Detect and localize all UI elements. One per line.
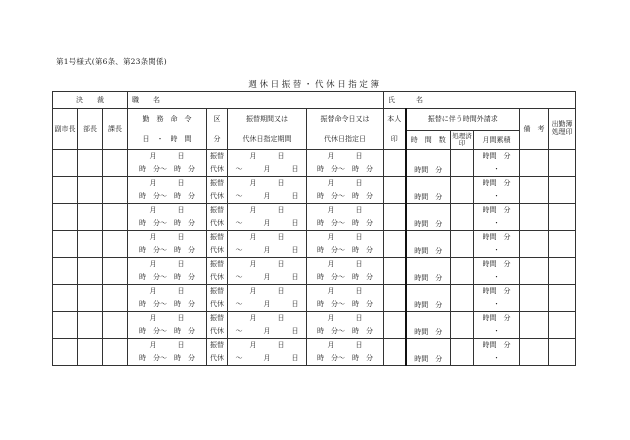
- ot-hours-text: 時間 分: [414, 193, 443, 201]
- approver-stamp-kacho[interactable]: [103, 339, 128, 366]
- ot-processed-stamp[interactable]: [451, 231, 474, 258]
- period-end-date: ～ 月 日: [228, 163, 307, 177]
- ot-hours-text: 時間 分: [414, 355, 443, 363]
- approver-stamp-kacho[interactable]: [103, 312, 128, 339]
- approver-stamp-bucho[interactable]: [78, 312, 103, 339]
- register-entry-row-bottom: [53, 325, 576, 339]
- order-date: 月 日: [307, 231, 384, 245]
- date-header-1: 振替命令日又は: [307, 109, 384, 131]
- approver-stamp-fukushicho[interactable]: [53, 285, 78, 312]
- order-time-range: 時 分～ 時 分: [307, 244, 384, 258]
- register-entry-row-top: [53, 231, 576, 245]
- period-end-date: ～ 月 日: [228, 352, 307, 366]
- remarks-header: 備 考: [520, 109, 549, 150]
- kubun-daikyu: 代休: [207, 271, 228, 285]
- kubun-furikae: 振替: [207, 258, 228, 272]
- attendance-stamp[interactable]: [549, 312, 576, 339]
- ot-processed-stamp[interactable]: [451, 204, 474, 231]
- period-end-date: ～ 月 日: [228, 244, 307, 258]
- period-start-date: 月 日: [228, 312, 307, 326]
- kinmu-date: 月 日: [128, 231, 207, 245]
- register-entry-row-top: [53, 258, 576, 272]
- approver-stamp-bucho[interactable]: [78, 285, 103, 312]
- attendance-stamp[interactable]: [549, 150, 576, 177]
- remarks-cell[interactable]: [520, 177, 549, 204]
- remarks-cell[interactable]: [520, 258, 549, 285]
- form-number: 第1号様式(第6条、第23条関係): [56, 57, 167, 66]
- ot-hours-text: 時間 分: [414, 301, 443, 309]
- monthly-total-dot: ・: [474, 298, 520, 312]
- remarks-cell[interactable]: [520, 285, 549, 312]
- honnin-stamp[interactable]: [384, 339, 406, 366]
- order-date: 月 日: [307, 204, 384, 218]
- approver-stamp-bucho[interactable]: [78, 231, 103, 258]
- register-entry-row-bottom: [53, 163, 576, 177]
- honnin-stamp[interactable]: [384, 312, 406, 339]
- monthly-total: 時間 分: [474, 150, 520, 164]
- period-start-date: 月 日: [228, 231, 307, 245]
- approver-kacho: 課長: [103, 109, 128, 150]
- approver-stamp-kacho[interactable]: [103, 204, 128, 231]
- period-start-date: 月 日: [228, 177, 307, 191]
- period-header-2: 代休日指定期間: [228, 131, 307, 150]
- approver-stamp-fukushicho[interactable]: [53, 258, 78, 285]
- order-date: 月 日: [307, 285, 384, 299]
- remarks-cell[interactable]: [520, 204, 549, 231]
- monthly-total-dot: ・: [474, 271, 520, 285]
- kinmu-time-range: 時 分～ 時 分: [128, 298, 207, 312]
- kubun-furikae: 振替: [207, 312, 228, 326]
- approver-fukushicho: 副市長: [53, 109, 78, 150]
- period-end-date: ～ 月 日: [228, 190, 307, 204]
- register-entry-row-bottom: [53, 244, 576, 258]
- ot-processed-stamp[interactable]: [451, 339, 474, 366]
- period-start-date: 月 日: [228, 204, 307, 218]
- monthly-total-dot: ・: [474, 190, 520, 204]
- period-header-1: 振替期間又は: [228, 109, 307, 131]
- order-time-range: 時 分～ 時 分: [307, 163, 384, 177]
- honnin-stamp[interactable]: [384, 177, 406, 204]
- approver-stamp-fukushicho[interactable]: [53, 204, 78, 231]
- kinmu-date: 月 日: [128, 312, 207, 326]
- monthly-total: 時間 分: [474, 339, 520, 353]
- monthly-total-dot: ・: [474, 163, 520, 177]
- kubun-furikae: 振替: [207, 150, 228, 164]
- ot-processed-stamp[interactable]: [451, 258, 474, 285]
- order-time-range: 時 分～ 時 分: [307, 325, 384, 339]
- ku-header-2: 分: [207, 131, 228, 150]
- ot-hours-cell[interactable]: [406, 177, 451, 204]
- honnin-stamp[interactable]: [384, 150, 406, 177]
- shimei-label: 氏 名: [384, 92, 576, 109]
- ot-hours-cell[interactable]: [406, 339, 451, 366]
- period-start-date: 月 日: [228, 339, 307, 353]
- ot-hours-cell[interactable]: [406, 231, 451, 258]
- period-end-date: ～ 月 日: [228, 217, 307, 231]
- register-entry-row-top: [53, 339, 576, 353]
- ot-processed-header: 処理済印: [451, 131, 474, 150]
- ku-header-1: 区: [207, 109, 228, 131]
- monthly-total-dot: ・: [474, 244, 520, 258]
- ot-hours-cell[interactable]: [406, 150, 451, 177]
- attendance-header: 出勤簿処理印: [549, 109, 576, 150]
- kinmu-header-1: 勤 務 命 令: [128, 109, 207, 131]
- kinmu-date: 月 日: [128, 177, 207, 191]
- kubun-furikae: 振替: [207, 204, 228, 218]
- register-entry-row-bottom: [53, 271, 576, 285]
- period-end-date: ～ 月 日: [228, 325, 307, 339]
- period-end-date: ～ 月 日: [228, 298, 307, 312]
- order-date: 月 日: [307, 312, 384, 326]
- register-entry-row-top: [53, 150, 576, 164]
- approver-stamp-fukushicho[interactable]: [53, 231, 78, 258]
- order-time-range: 時 分～ 時 分: [307, 190, 384, 204]
- approver-stamp-bucho[interactable]: [78, 150, 103, 177]
- approver-stamp-kacho[interactable]: [103, 150, 128, 177]
- ot-processed-stamp[interactable]: [451, 285, 474, 312]
- ot-hours-text: 時間 分: [414, 274, 443, 282]
- kubun-furikae: 振替: [207, 339, 228, 353]
- honnin-stamp[interactable]: [384, 204, 406, 231]
- kubun-furikae: 振替: [207, 231, 228, 245]
- monthly-total: 時間 分: [474, 204, 520, 218]
- order-time-range: 時 分～ 時 分: [307, 271, 384, 285]
- ot-hours-header: 時 間 数: [406, 131, 451, 150]
- honnin-stamp[interactable]: [384, 231, 406, 258]
- register-entry-row-bottom: [53, 217, 576, 231]
- order-date: 月 日: [307, 258, 384, 272]
- remarks-cell[interactable]: [520, 312, 549, 339]
- ot-monthly-header: 月間累積: [474, 131, 520, 150]
- ot-processed-stamp[interactable]: [451, 312, 474, 339]
- kinmu-time-range: 時 分～ 時 分: [128, 190, 207, 204]
- kubun-daikyu: 代休: [207, 163, 228, 177]
- kinmu-time-range: 時 分～ 時 分: [128, 244, 207, 258]
- approver-stamp-fukushicho[interactable]: [53, 177, 78, 204]
- ot-hours-cell[interactable]: [406, 285, 451, 312]
- register-entry-row-bottom: [53, 190, 576, 204]
- period-end-date: ～ 月 日: [228, 271, 307, 285]
- monthly-total-dot: ・: [474, 352, 520, 366]
- approver-stamp-kacho[interactable]: [103, 231, 128, 258]
- monthly-total: 時間 分: [474, 258, 520, 272]
- approver-stamp-bucho[interactable]: [78, 258, 103, 285]
- remarks-cell[interactable]: [520, 231, 549, 258]
- register-entry-row-top: [53, 285, 576, 299]
- attendance-stamp[interactable]: [549, 177, 576, 204]
- kinmu-date: 月 日: [128, 339, 207, 353]
- kubun-daikyu: 代休: [207, 190, 228, 204]
- honnin-stamp[interactable]: [384, 258, 406, 285]
- remarks-cell[interactable]: [520, 150, 549, 177]
- attendance-stamp[interactable]: [549, 231, 576, 258]
- kinmu-date: 月 日: [128, 150, 207, 164]
- ot-hours-text: 時間 分: [414, 166, 443, 174]
- ot-processed-stamp[interactable]: [451, 177, 474, 204]
- kubun-daikyu: 代休: [207, 244, 228, 258]
- date-header-2: 代休日指定日: [307, 131, 384, 150]
- approver-stamp-kacho[interactable]: [103, 285, 128, 312]
- order-time-range: 時 分～ 時 分: [307, 298, 384, 312]
- kinmu-header-2: 日 ・ 時 間: [128, 131, 207, 150]
- kubun-daikyu: 代休: [207, 325, 228, 339]
- monthly-total: 時間 分: [474, 231, 520, 245]
- register-title: 週休日振替・代休日指定簿: [248, 80, 382, 90]
- attendance-stamp[interactable]: [549, 339, 576, 366]
- ot-hours-text: 時間 分: [414, 220, 443, 228]
- kinmu-time-range: 時 分～ 時 分: [128, 352, 207, 366]
- kinmu-time-range: 時 分～ 時 分: [128, 163, 207, 177]
- ot-hours-cell[interactable]: [406, 312, 451, 339]
- order-date: 月 日: [307, 150, 384, 164]
- attendance-stamp[interactable]: [549, 285, 576, 312]
- kessai-label: 決 裁: [53, 92, 128, 109]
- honnin-header-1: 本人: [384, 109, 406, 131]
- kinmu-time-range: 時 分～ 時 分: [128, 325, 207, 339]
- ot-processed-stamp[interactable]: [451, 150, 474, 177]
- approver-stamp-fukushicho[interactable]: [53, 312, 78, 339]
- register-entry-row-top: [53, 204, 576, 218]
- kinmu-date: 月 日: [128, 258, 207, 272]
- monthly-total-dot: ・: [474, 325, 520, 339]
- order-date: 月 日: [307, 339, 384, 353]
- register-entry-row-top: [53, 177, 576, 191]
- period-start-date: 月 日: [228, 150, 307, 164]
- approver-stamp-kacho[interactable]: [103, 177, 128, 204]
- register-entry-row-bottom: [53, 298, 576, 312]
- approver-stamp-bucho[interactable]: [78, 339, 103, 366]
- monthly-total: 時間 分: [474, 312, 520, 326]
- remarks-cell[interactable]: [520, 339, 549, 366]
- kubun-daikyu: 代休: [207, 352, 228, 366]
- register-table: [52, 91, 576, 366]
- kubun-daikyu: 代休: [207, 298, 228, 312]
- monthly-total: 時間 分: [474, 285, 520, 299]
- overtime-group-header: 振替に伴う時間外請求: [406, 109, 520, 131]
- register-entry-row-bottom: [53, 352, 576, 366]
- attendance-stamp[interactable]: [549, 258, 576, 285]
- kubun-daikyu: 代休: [207, 217, 228, 231]
- ot-hours-text: 時間 分: [414, 328, 443, 336]
- register-entry-row-top: [53, 312, 576, 326]
- kinmu-time-range: 時 分～ 時 分: [128, 271, 207, 285]
- approver-stamp-fukushicho[interactable]: [53, 339, 78, 366]
- kinmu-time-range: 時 分～ 時 分: [128, 217, 207, 231]
- ot-hours-cell[interactable]: [406, 258, 451, 285]
- kubun-furikae: 振替: [207, 285, 228, 299]
- honnin-header-2: 印: [384, 131, 406, 150]
- monthly-total-dot: ・: [474, 217, 520, 231]
- order-time-range: 時 分～ 時 分: [307, 352, 384, 366]
- monthly-total: 時間 分: [474, 177, 520, 191]
- approver-stamp-fukushicho[interactable]: [53, 150, 78, 177]
- kinmu-date: 月 日: [128, 204, 207, 218]
- ot-hours-cell[interactable]: [406, 204, 451, 231]
- honnin-stamp[interactable]: [384, 285, 406, 312]
- period-start-date: 月 日: [228, 258, 307, 272]
- order-date: 月 日: [307, 177, 384, 191]
- period-start-date: 月 日: [228, 285, 307, 299]
- kubun-furikae: 振替: [207, 177, 228, 191]
- approver-bucho: 部長: [78, 109, 103, 150]
- order-time-range: 時 分～ 時 分: [307, 217, 384, 231]
- kinmu-date: 月 日: [128, 285, 207, 299]
- approver-stamp-bucho[interactable]: [78, 177, 103, 204]
- shokumei-label: 職 名: [128, 92, 384, 109]
- approver-stamp-kacho[interactable]: [103, 258, 128, 285]
- ot-hours-text: 時間 分: [414, 247, 443, 255]
- approver-stamp-bucho[interactable]: [78, 204, 103, 231]
- attendance-stamp[interactable]: [549, 204, 576, 231]
